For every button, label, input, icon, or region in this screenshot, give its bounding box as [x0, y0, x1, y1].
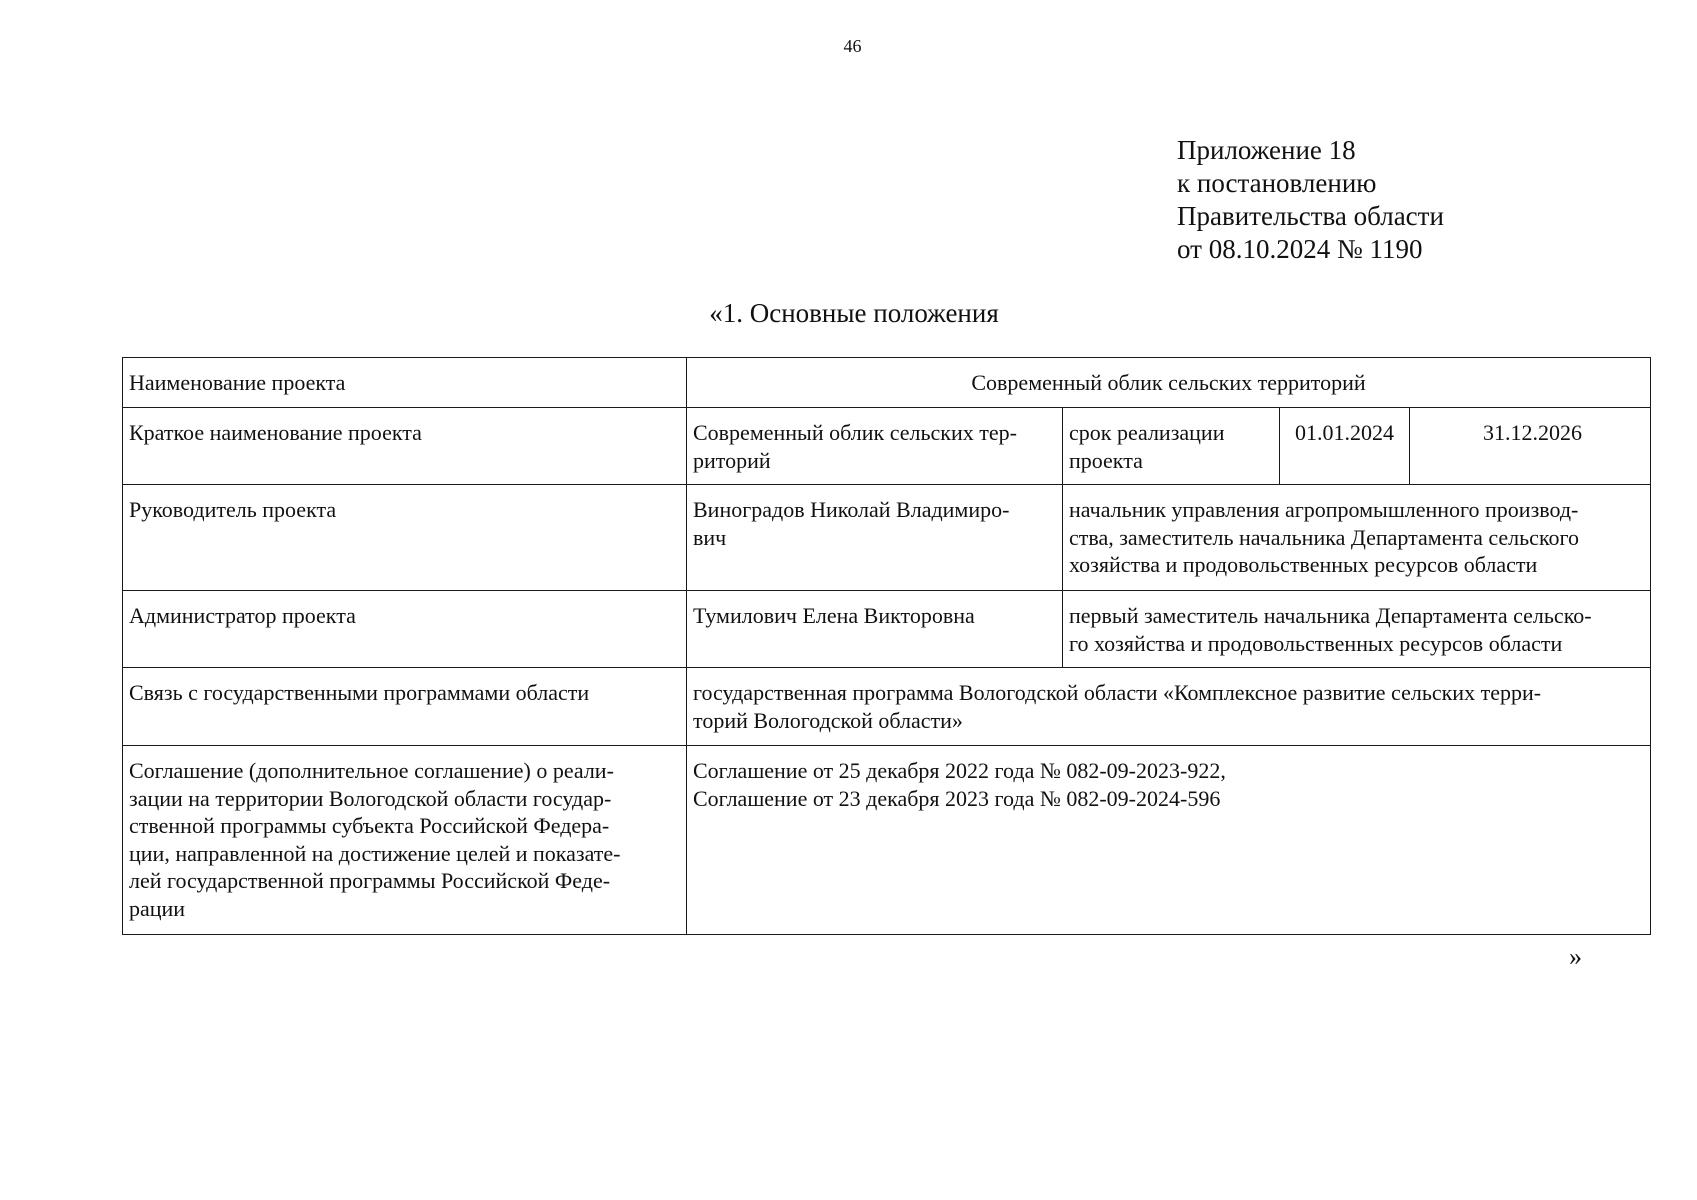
table-row [123, 408, 1651, 485]
short-name-label: Краткое наименование проекта [123, 408, 687, 485]
end-date: 31.12.2026 [1410, 408, 1651, 485]
project-name-value: Современный облик сельских территорий [687, 358, 1651, 408]
project-head-name: Виноградов Николай Владимиро- вич [687, 485, 1063, 591]
project-name-label: Наименование проекта [123, 358, 687, 408]
term-label: срок реализации проекта [1063, 408, 1280, 485]
agreement-label: Соглашение (дополнительное соглашение) о реали- зации на территории Вологодской области государ- ственной программы субъекта Российской Федера- ции, направленной на достижение целей и показате- лей государственной программы Российской Феде- рации [123, 746, 687, 935]
page-number: 46 [843, 36, 862, 56]
short-name-value: Современный облик сельских тер- риторий [687, 408, 1063, 485]
appendix-line-4: от 08.10.2024 № 1190 [1177, 234, 1423, 264]
start-date: 01.01.2024 [1280, 408, 1410, 485]
table-row [123, 668, 1651, 746]
appendix-line-1: Приложение 18 [1177, 135, 1356, 165]
project-admin-position: первый заместитель начальника Департамента сельско- го хозяйства и продовольственных ресурсов области [1063, 591, 1651, 668]
agreement-value: Соглашение от 25 декабря 2022 года № 082-09-2023-922, Соглашение от 23 декабря 2023 года № 082-09-2024-596 [687, 746, 1651, 935]
table-row [123, 358, 1651, 408]
project-admin-name: Тумилович Елена Викторовна [687, 591, 1063, 668]
section-heading: «1. Основные положения [709, 298, 999, 328]
programs-link-label: Связь с государственными программами области [123, 668, 687, 746]
project-admin-label: Администратор проекта [123, 591, 687, 668]
closing-quote: » [1569, 942, 1582, 971]
appendix-line-3: Правительства области [1177, 201, 1444, 231]
table-row [123, 591, 1651, 668]
project-head-label: Руководитель проекта [123, 485, 687, 591]
project-info-table [122, 357, 1651, 935]
project-head-position: начальник управления агропромышленного производ- ства, заместитель начальника Департамента сельского хозяйства и продовольственных ресурсов области [1063, 485, 1651, 591]
appendix-line-2: к постановлению [1177, 168, 1377, 198]
programs-link-value: государственная программа Вологодской области «Комплексное развитие сельских терри- торий Вологодской области» [687, 668, 1651, 746]
table-row [123, 485, 1651, 591]
appendix-block [1177, 134, 1444, 266]
table-row [123, 746, 1651, 935]
